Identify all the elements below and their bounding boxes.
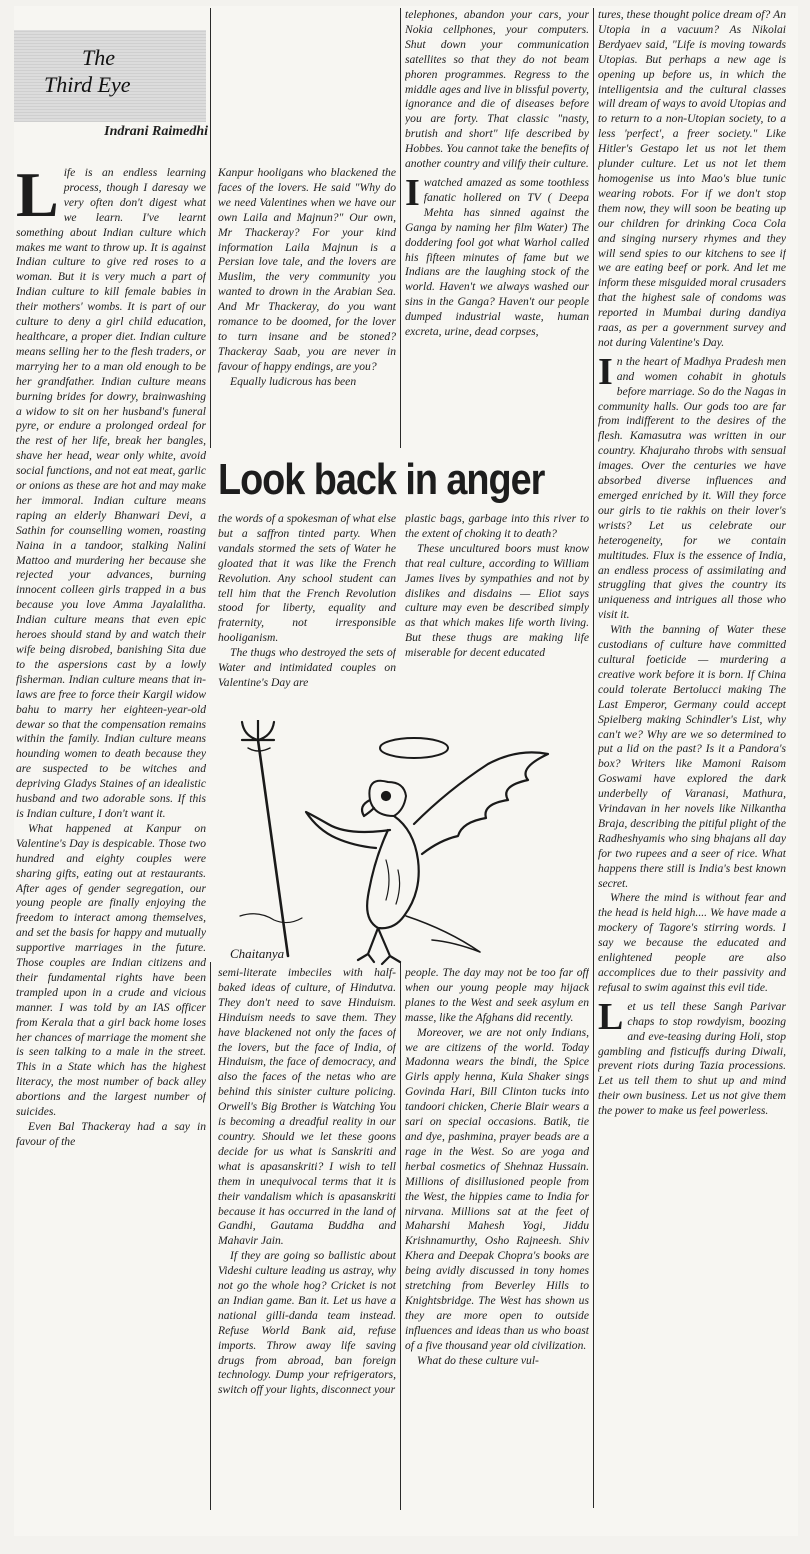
article-column-3-top <box>405 8 589 450</box>
article-paragraph: telephones, abandon your cars, your Nokia cellphones, your computers. Shut down your communication satellites so that they do not beam phoren programmes. Regress to the middle ages and live in blissful poverty, ignorance and die of diseases before you are forty. That classic "nasty, brutish and short" life described by Hobbes. You cannot take the benefits of another country and vilify their culture. <box>405 8 589 171</box>
drop-cap: I <box>405 171 420 214</box>
article-paragraph: Even Bal Thackeray had a say in favour of the <box>16 1120 206 1148</box>
article-column-3-bottom <box>405 966 589 1532</box>
column-masthead <box>14 30 206 154</box>
article-paragraph: If they are going so ballistic about Videshi culture leading us astray, why not go the whole hog? Cricket is not an Indian game. Ban it. Let us have a national gilli-danda team instead. Refuse World Bank aid, refuse imports. Throw away life saving drugs from abroad, ban foreign technology. Dump your refrigerators, switch off your lights, disconnect your <box>218 1249 396 1397</box>
masthead-box <box>14 30 206 122</box>
article-paragraph <box>598 350 786 623</box>
article-paragraph: What happened at Kanpur on Valentine's Day is despicable. Those two hundred and eighty couples were sharing gifts, eating out at restaurants. After ages of gender segregation, our young people are finally enjoying the freedom to interact among themselves, and set the basis for happy and mutually supportive marriages in the future. Those couples are Indian citizens and their fundamental rights have been trampled upon in a crude and vicious manner. I was told by an IAS officer from Kerala that a girl back home loses her chances of marriage the moment she is seen talking to a male in the street. This in a State which has the highest literacy, the most number of back alley abortions and the largest number of suicides. <box>16 821 206 1119</box>
article-paragraph: people. The day may not be too far off when our young people may hijack planes to the West and seek asylum en masse, like the Afghans did recently. <box>405 966 589 1024</box>
article-paragraph: Equally ludicrous has been <box>230 374 357 388</box>
paragraph-text: watched amazed as some toothless fanatic hollered on TV ( Deepa Mehta has sinned against the Ganga by naming her film Water) The doddering fool got what Warhol called his fifteen minutes of fame but we Indians are the laughing stock of the world. Haven't we always washed our sins in the Ganga? Haven't our people dumped industrial waste, human excreta, urine, dead corpses, <box>405 175 589 339</box>
cartoonist-signature: Chaitanya <box>230 946 285 961</box>
drop-cap: L <box>598 995 624 1038</box>
cartoon-illustration <box>218 720 602 968</box>
drop-cap: L <box>16 166 59 230</box>
article-column-3-mid <box>405 512 589 718</box>
article-column-2-mid <box>218 512 396 718</box>
column-title-line2: Third Eye <box>44 72 131 97</box>
article-column-1 <box>16 166 206 1532</box>
column-title-line1: The <box>82 45 115 70</box>
article-paragraph: the words of a spokesman of what else but a saffron tinted party. When vandals stormed the sets of Water he gloated that it was like the French Revolution. Any school student can tell him that the French Revolution stood for liberty, equality and fraternity, not irresponsible hooliganism. <box>218 512 396 645</box>
article-column-4 <box>598 8 786 1532</box>
article-headline: Look back in anger <box>218 455 545 504</box>
article-paragraph: What do these culture vul- <box>417 1353 539 1367</box>
column-rule <box>210 962 211 1510</box>
article-paragraph: tures, these thought police dream of? An Utopia in a vacuum? As Nikolai Berdyaev said, "Life is moving towards Utopias. But perhaps a new age is opening up before us, in which the intelligentsia and the cultural classes will dream of ways to avoid Utopias and to return to a non-Utopian society, to a less 'perfect', a freer society." Like Hitler's Gestapo let us not let them plunder culture. Let us not let them homogenise us into Mao's blue tunic wearing robots. For if we don't stop them now, they will soon be beating up our children for drinking Coca Cola and singing nursery rhymes and they will send spies to our kitchens to see if we are eating beef or pork. And let me inform these misguided moral crusaders that the highest sale of condoms was reported in Mumbai during dandiya raas, as per a government survey and not during Valentine's Day. <box>598 8 786 349</box>
article-paragraph: plastic bags, garbage into this river to the extent of choking it to death? <box>405 512 589 540</box>
paragraph-text: n the heart of Madhya Pradesh men and women cohabit in ghotuls before marriage. So do the Nagas in community halls. Our gods too are far from indifferent to the desires of the flesh. Kamasutra was written in our country. Khajuraho throbs with sensual images. Over the centuries we have absorbed diverse influences and emerged enriched by it. Will they force our girls to tie rakhis on their lover's wrists? Let us celebrate our heterogeneity, for we contain multitudes. Flux is the essence of India, an endless process of assimilating and struggling that gives the country its uniqueness and intrigues all those who visit it. <box>598 354 786 622</box>
drop-cap: I <box>598 350 613 393</box>
article-paragraph <box>16 166 206 822</box>
article-paragraph: Where the mind is without fear and the head is held high.... We have made a mockery of Tagore's stirring words. I say we because the educated and enlightened people are also accomplices due to their passivity and refusal to swim against this evil tide. <box>598 891 786 994</box>
paragraph-text: ife is an endless learning process, though I daresay we very often don't digest what we learn. I've learnt something about Indian culture which makes me want to throw up. It is against Indian culture to give red roses to a woman. But it is very much a part of Indian culture to kill female babies in their mothers' wombs. It is part of our culture to deny a girl child education, healthcare, a proper diet. Indian culture means selling her to the flesh traders, or marrying her to a man old enough to be her grandfather. Indian culture means burning brides for dowry, brainwashing a widow to sit on her husband's funeral pyre, or endure a prolonged ordeal for the rest of her life, break her bangles, shave her head, wear only white, avoid social functions, and not eat meat, garlic or onions as these are hot and may make her immoral. Indian culture means raping an elderly Bhanwari Devi, a Sathin for counselling women, roasting Naina in a tandoor, stalking Nalini Mattoo and murdering her because she rejected your advances, burning innocent colleen girls trapped in a bus because you love Amma Jayalalitha. Indian culture means that even epic heroes should stand by and watch their wife being disrobed, banishing Sita due to the aspersions cast by a lowly fisherman. Indian culture means that in-laws are free to force their Kargil widow bahu to marry her eighteen-year-old dewar so that the compensation remains within the family. Indian culture means hounding women to death because they are suspected to be witches and depriving Gladys Staines of an idealistic husband and two adorable sons. If this is Indian culture, I don't want it. <box>16 166 206 820</box>
article-paragraph: Kanpur hooligans who blackened the faces of the lovers. He said "Why do we need Valentines when we have our own Laila and Majnun?" Our own, Mr Thackeray? For your kind information Laila Majnun is a Persian love tale, and the lovers are Muslim, the very community you wanted to drown in the Arabian Sea. And Mr Thackeray, do you want romance to be doomed, for the lover to turn insane and be stoned? Thackeray Saab, you are never in favour of happy endings, are you? <box>218 166 396 373</box>
column-rule <box>400 8 401 448</box>
column-rule <box>400 962 401 1510</box>
article-paragraph: Moreover, we are not only Indians, we are citizens of the world. Today Madonna wears the bindi, the Spice Girls apply henna, Kula Shaker sings Govinda Hari, Bill Clinton tucks into tandoori chicken, Cherie Blair wears a sari on special occasions. Batik, tie and dye, pashmina, prayer beads are a rage in the West. So are yoga and herbal cosmetics of Shehnaz Hussain. Millions of disillusioned people from the West, the hippies came to India for nirvana. Millions sat at the feet of Maharshi Mahesh Yogi, Jiddu Krishnamurthy, Osho Rajneesh. Shiv Khera and Deepak Chopra's books are being avidly discussed in tony homes stretching from Beverley Hills to Knightsbridge. The West has shown us they are more open to outside influences and ideas than us who boast of a five thousand year old civilization. <box>405 1025 589 1352</box>
article-column-2-top <box>218 166 396 450</box>
column-title <box>44 44 194 98</box>
halo-icon <box>380 738 448 758</box>
author-byline: Indrani Raimedhi <box>104 124 208 139</box>
article-paragraph <box>598 995 786 1119</box>
vulture-cartoon <box>306 752 548 964</box>
article-column-2-bottom <box>218 966 396 1532</box>
article-paragraph: These uncultured boors must know that real culture, according to William James lives by sympathies and not by dislikes and disdains — Eliot says culture may even be described simply as that which makes life worth living. But these thugs are making life miserable for decent educated <box>405 541 589 660</box>
trident-icon <box>242 720 288 956</box>
article-paragraph <box>405 171 589 340</box>
article-paragraph: With the banning of Water these custodians of culture have committed cultural foeticide — murdering a creative work before it is born. If China could tolerate Bertolucci making The Last Emperor, Germany could accept Spielberg making Schindler's List, why can't we? Why are we so determined to put a lid on the past? Is it a Pandora's box? Writers like Mamoni Raisom Goswami have explored the dark underbelly of Varanasi, Mathura, Vrindavan in her novels like Nilkantha Braja, describing the pitiful plight of the Radheshyamis who sing bhajans all day for two rupees and a seer of rice. What happens there still is India's best known secret. <box>598 623 786 890</box>
article-paragraph: semi-literate imbeciles with half-baked ideas of culture, of Hindutva. They don't need to save Hinduism. Hinduism needs to save them. They have blackened not only the faces of the lovers, but the face of India, of Hinduism, the face of democracy, and also the faces of the netas who are behind this sinister culture policing. Orwell's Big Brother is Watching You is becoming a dreadful reality in our country. Should we let these goons decide for us what is Sanskriti and what is apasanskriti? I wish to tell them in unequivocal terms that it is their vandalism which is apasanskriti because it has occurred in the land of Gandhi, Gautama Buddha and Mahavir Jain. <box>218 966 396 1248</box>
paragraph-text: et us tell these Sangh Parivar chaps to stop rowdyism, boozing and eve-teasing during Holi, stop gambling and fisticuffs during Diwali, prevent riots during Tazia processions. Let us tell them to shut up and mind their own business. Let us not give them the power to make us feel powerless. <box>598 999 786 1118</box>
editorial-cartoon <box>218 720 602 968</box>
column-rule <box>210 8 211 448</box>
article-paragraph: The thugs who destroyed the sets of Water and intimidated couples on Valentine's Day are <box>218 646 396 689</box>
